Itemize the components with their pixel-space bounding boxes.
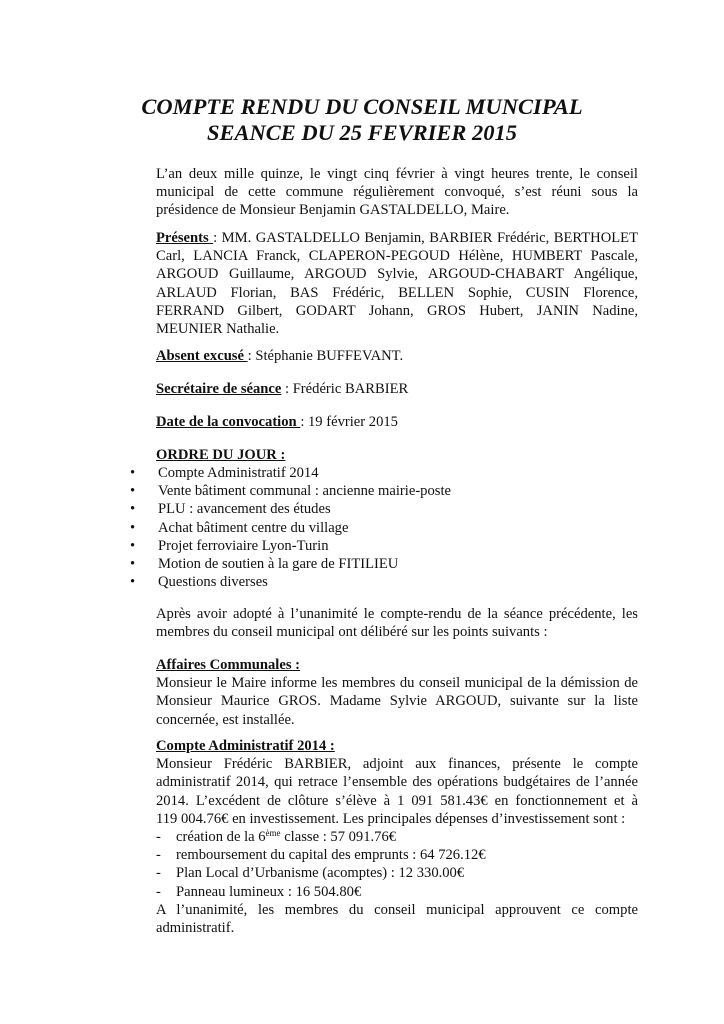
compte-heading: Compte Administratif 2014 :: [156, 738, 335, 754]
secretaire-value: : Frédéric BARBIER: [281, 381, 409, 397]
presents-line-6: MEUNIER Nathalie.: [156, 321, 280, 338]
convocation-value: : 19 février 2015: [300, 414, 398, 430]
presents-line-5: FERRAND Gilbert, GODART Johann, GROS Hubert, JANIN Nadine,: [156, 302, 638, 319]
secretaire-label: Secrétaire de séance: [156, 381, 282, 397]
item1-sup: ème: [265, 828, 281, 839]
list-item-text: Achat bâtiment centre du village: [158, 519, 349, 536]
compte-line-4: 119 004.76€ en investissement. Les principales dépenses d’investissement sont :: [156, 810, 626, 827]
presents-line-3: ARGOUD Guillaume, ARGOUD Sylvie, ARGOUD-CHABART Angélique,: [156, 266, 638, 283]
list-item: [128, 500, 451, 518]
affaires-section: [156, 656, 638, 729]
intro-line-1: L’an deux mille quinze, le vingt cinq février à vingt heures trente, le conseil: [156, 166, 638, 182]
apres-paragraph: [156, 605, 638, 641]
presents-label: Présents: [156, 230, 214, 246]
list-item-text: Plan Local d’Urbanisme (acomptes) : 12 330.00€: [176, 865, 465, 882]
list-item: [128, 519, 451, 537]
list-item-text: Motion de soutien à la gare de FITILIEU: [158, 555, 399, 572]
list-item-text: Panneau lumineux : 16 504.80€: [176, 883, 362, 900]
convocation-line: [156, 413, 638, 431]
list-item-text: Vente bâtiment communal : ancienne mairie-poste: [158, 483, 451, 500]
list-item: [156, 846, 638, 864]
bullet-glyph: •: [130, 483, 136, 500]
compte-concl-2: administratif.: [156, 920, 235, 937]
ordre-heading-text: ORDRE DU JOUR :: [156, 447, 286, 463]
list-item: [128, 537, 451, 555]
intro-line-2: municipal de cette commune régulièrement convoqué, s’est réuni sous la: [156, 184, 638, 201]
bullet-glyph: •: [130, 537, 136, 554]
affaires-line-1: Monsieur le Maire informe les membres du conseil municipal de la démission de: [156, 675, 638, 692]
title-line-1: COMPTE RENDU DU CONSEIL MUNCIPAL: [141, 94, 583, 119]
apres-line-1: Après avoir adopté à l’unanimité le compte-rendu de la séance précédente, les: [156, 606, 638, 622]
absent-line: [156, 347, 638, 365]
affaires-heading: Affaires Communales :: [156, 657, 301, 673]
list-item: [128, 464, 451, 482]
dash-glyph: -: [156, 829, 161, 846]
list-item: [156, 864, 638, 882]
compte-line-1: Monsieur Frédéric BARBIER, adjoint aux finances, présente le compte: [156, 756, 638, 773]
presents-line-2: Carl, LANCIA Franck, CLAPERON-PEGOUD Hélène, HUMBERT Pascale,: [156, 248, 638, 265]
convocation-label: Date de la convocation: [156, 414, 301, 430]
title-line-2: SEANCE DU 25 FEVRIER 2015: [206, 120, 518, 145]
secretaire-line: [156, 380, 638, 398]
list-item-text: Projet ferroviaire Lyon-Turin: [158, 537, 329, 554]
list-item-text: remboursement du capital des emprunts : 64 726.12€: [176, 847, 486, 864]
list-item: [128, 573, 451, 591]
absent-label: Absent excusé: [156, 348, 248, 364]
compte-concl-1: A l’unanimité, les membres du conseil municipal approuvent ce compte: [156, 901, 638, 918]
intro-line-3: présidence de Monsieur Benjamin GASTALDELLO, Maire.: [156, 202, 510, 219]
list-item-text: [176, 829, 396, 845]
bullet-glyph: •: [130, 501, 136, 518]
presents-line-1: [156, 229, 638, 247]
bullet-glyph: •: [130, 519, 136, 536]
affaires-line-2: Monsieur Maurice GROS. Madame Sylvie ARGOUD, suivante sur la liste: [156, 693, 638, 710]
presents-paragraph: [156, 229, 638, 338]
list-item: [156, 828, 638, 846]
presents-text-1: : MM. GASTALDELLO Benjamin, BARBIER Frédéric, BERTHOLET: [213, 230, 638, 246]
item1-pre: création de la 6: [176, 829, 266, 846]
list-item: [156, 883, 638, 901]
bullet-glyph: •: [130, 555, 136, 572]
item1-post: classe : 57 091.76€: [280, 829, 397, 846]
list-item-text: Questions diverses: [158, 574, 268, 591]
compte-line-2: administratif 2014, qui retrace l’ensemble des opérations budgétaires de l’année: [156, 774, 638, 791]
document-title: [0, 94, 724, 146]
dash-glyph: -: [156, 883, 161, 900]
dash-glyph: -: [156, 847, 161, 864]
bullet-glyph: •: [130, 465, 136, 481]
list-item: [128, 482, 451, 500]
bullet-glyph: •: [130, 574, 136, 591]
ordre-list: [128, 464, 451, 591]
compte-section: [156, 737, 638, 937]
list-item-text: PLU : avancement des études: [158, 501, 331, 518]
compte-line-3: 2014. L’excédent de clôture s’élève à 1 091 581.43€ en fonctionnement et à: [156, 792, 638, 809]
absent-value: : Stéphanie BUFFEVANT.: [247, 348, 404, 364]
intro-paragraph: [156, 165, 638, 220]
apres-line-2: membres du conseil municipal ont délibéré sur les points suivants :: [156, 624, 548, 641]
ordre-heading: [156, 446, 638, 464]
list-item: [128, 555, 451, 573]
affaires-line-3: concernée, est installée.: [156, 711, 295, 728]
presents-line-4: ARLAUD Florian, BAS Frédéric, BELLEN Sophie, CUSIN Florence,: [156, 284, 638, 301]
dash-glyph: -: [156, 865, 161, 882]
list-item-text: Compte Administratif 2014: [158, 465, 319, 481]
depenses-list: [156, 828, 638, 901]
